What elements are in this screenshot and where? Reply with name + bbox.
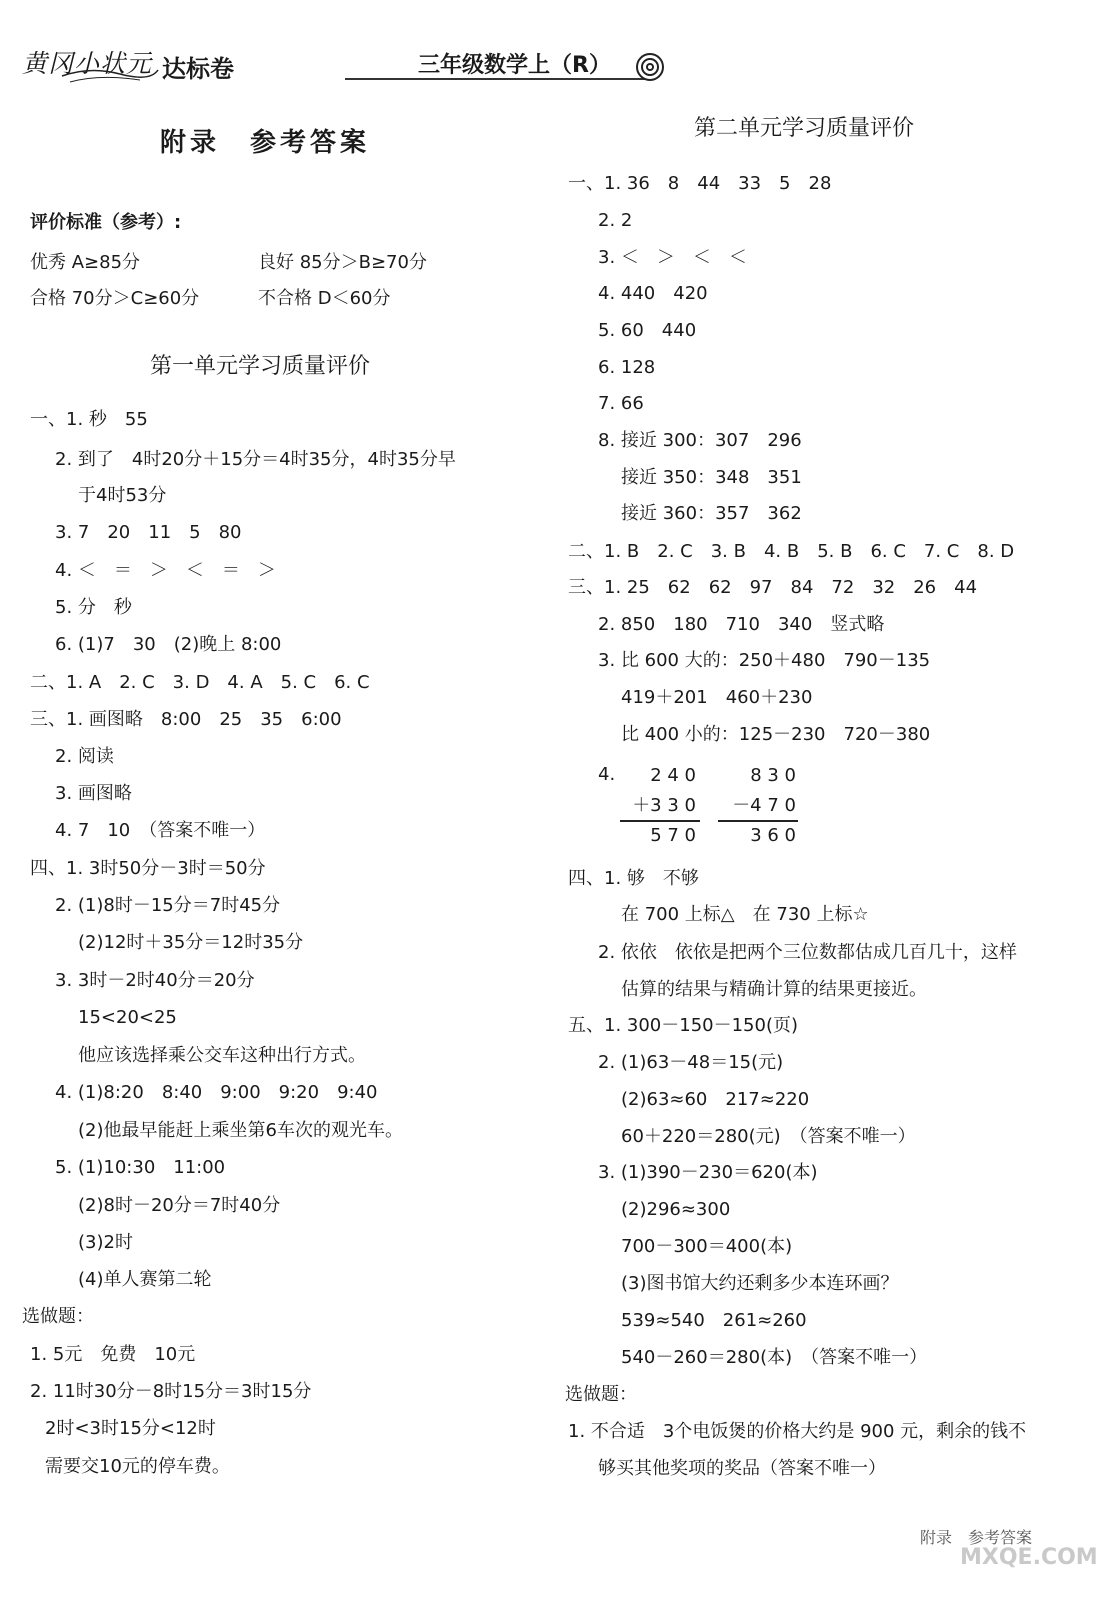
unit2-line: 二、1. B 2. C 3. B 4. B 5. B 6. C 7. C 8. D bbox=[568, 541, 1015, 562]
swirl-icon bbox=[628, 50, 668, 84]
unit1-line: 5. 分 秒 bbox=[55, 597, 132, 618]
vertical-b-op: －4 7 0 bbox=[732, 795, 796, 816]
unit1-line: 2. 到了 4时20分＋15分＝4时35分，4时35分早 bbox=[55, 449, 456, 470]
unit2-line: 1. 不合适 3个电饭煲的价格大约是 900 元，剩余的钱不 bbox=[568, 1421, 1027, 1442]
unit1-line: 三、1. 画图略 8:00 25 35 6:00 bbox=[30, 709, 342, 730]
unit2-line: 选做题： bbox=[565, 1384, 637, 1405]
unit2-line: (2)63≈60 217≈220 bbox=[621, 1089, 810, 1110]
unit2-line: 四、1. 够 不够 bbox=[568, 868, 699, 889]
vertical-b-result: 3 6 0 bbox=[750, 825, 796, 846]
unit2-line: 2. 依依 依依是把两个三位数都估成几百几十，这样 bbox=[598, 942, 1017, 963]
unit1-line: 选做题： bbox=[22, 1306, 94, 1327]
vertical-b-rule bbox=[718, 820, 798, 822]
brand-logo: 黄冈小状元 bbox=[22, 49, 153, 78]
unit2-line: 4. 440 420 bbox=[598, 283, 708, 304]
unit2-line: (2)296≈300 bbox=[621, 1199, 731, 1220]
unit2-line: 三、1. 25 62 62 97 84 72 32 26 44 bbox=[568, 577, 978, 598]
unit2-line: 2. 850 180 710 340 竖式略 bbox=[598, 614, 885, 635]
unit1-line: (2)12时＋35分＝12时35分 bbox=[78, 932, 304, 953]
unit1-line: 15<20<25 bbox=[78, 1007, 177, 1028]
header-rule bbox=[345, 78, 645, 80]
unit2-line: 3. ＜ ＞ ＜ ＜ bbox=[598, 247, 747, 268]
unit1-line: 需要交10元的停车费。 bbox=[45, 1456, 230, 1477]
unit2-line: 539≈540 261≈260 bbox=[621, 1310, 807, 1331]
unit1-line: 2. 11时30分－8时15分＝3时15分 bbox=[30, 1381, 312, 1402]
unit1-line: 2. (1)8时－15分＝7时45分 bbox=[55, 895, 281, 916]
unit2-line: 接近 360：357 362 bbox=[621, 503, 802, 524]
unit1-line: 一、1. 秒 55 bbox=[30, 409, 148, 430]
unit2-line: 3. 比 600 大的：250＋480 790－135 bbox=[598, 650, 931, 671]
unit1-line: 3. 3时－2时40分＝20分 bbox=[55, 970, 255, 991]
unit1-line: 4. ＜ ＝ ＞ ＜ ＝ ＞ bbox=[55, 560, 276, 581]
unit2-line: 2. 2 bbox=[598, 210, 633, 231]
unit1-title: 第一单元学习质量评价 bbox=[150, 354, 371, 379]
unit2-line: 3. (1)390－230＝620(本) bbox=[598, 1162, 818, 1183]
standard-heading: 评价标准（参考）: bbox=[30, 212, 182, 233]
unit2-line: 五、1. 300－150－150(页) bbox=[568, 1015, 799, 1036]
vertical-a-rule bbox=[620, 820, 700, 822]
unit1-line: 2时<3时15分<12时 bbox=[45, 1418, 216, 1439]
unit1-line: (2)他最早能赶上乘坐第6车次的观光车。 bbox=[78, 1120, 403, 1141]
unit2-line: 7. 66 bbox=[598, 393, 644, 414]
unit2-line: 8. 接近 300：307 296 bbox=[598, 430, 802, 451]
unit2-line: 4. bbox=[598, 764, 616, 785]
vertical-a-op: ＋3 3 0 bbox=[632, 795, 696, 816]
standard-b: 良好 85分＞B≥70分 bbox=[258, 252, 427, 273]
watermark: MXQE.COM bbox=[960, 1545, 1098, 1570]
vertical-b-top: 8 3 0 bbox=[750, 765, 796, 786]
unit1-line: 3. 画图略 bbox=[55, 783, 132, 804]
unit2-line: 6. 128 bbox=[598, 357, 656, 378]
unit2-line: 比 400 小的：125－230 720－380 bbox=[621, 724, 931, 745]
unit1-line: 4. 7 10 （答案不唯一） bbox=[55, 820, 266, 841]
unit1-line: 3. 7 20 11 5 80 bbox=[55, 522, 242, 543]
unit2-line: 5. 60 440 bbox=[598, 320, 697, 341]
unit2-line: 够买其他奖项的奖品（答案不唯一） bbox=[598, 1458, 886, 1479]
unit2-line: 一、1. 36 8 44 33 5 28 bbox=[568, 173, 832, 194]
unit1-line: 6. (1)7 30 (2)晚上 8:00 bbox=[55, 634, 282, 655]
unit2-line: 540－260＝280(本) （答案不唯一） bbox=[621, 1347, 928, 1368]
appendix-title: 附录 参考答案 bbox=[160, 128, 371, 158]
unit1-line: (4)单人赛第二轮 bbox=[78, 1269, 212, 1290]
unit1-line: 四、1. 3时50分－3时＝50分 bbox=[30, 858, 266, 879]
unit1-line: (2)8时－20分＝7时40分 bbox=[78, 1195, 281, 1216]
standard-c: 合格 70分＞C≥60分 bbox=[30, 288, 200, 309]
vertical-a-result: 5 7 0 bbox=[650, 825, 696, 846]
unit2-line: (3)图书馆大约还剩多少本连环画？ bbox=[621, 1273, 899, 1294]
unit1-line: 他应该选择乘公交车这种出行方式。 bbox=[78, 1045, 366, 1066]
unit2-line: 2. (1)63－48＝15(元) bbox=[598, 1052, 784, 1073]
vertical-a-top: 2 4 0 bbox=[650, 765, 696, 786]
unit1-line: 2. 阅读 bbox=[55, 746, 114, 767]
book-title: 三年级数学上（R） bbox=[418, 53, 611, 78]
unit1-line: 4. (1)8:20 8:40 9:00 9:20 9:40 bbox=[55, 1082, 378, 1103]
unit2-line: 在 700 上标△ 在 730 上标☆ bbox=[621, 904, 869, 925]
series-name: 达标卷 bbox=[162, 54, 234, 83]
unit1-line: 于4时53分 bbox=[78, 485, 167, 506]
page-footer: 附录 参考答案 bbox=[920, 1528, 1033, 1547]
brand-swash-icon bbox=[60, 62, 160, 86]
unit2-line: 60＋220＝280(元) （答案不唯一） bbox=[621, 1126, 916, 1147]
page-header bbox=[0, 0, 1113, 100]
standard-a: 优秀 A≥85分 bbox=[30, 252, 141, 273]
unit2-line: 接近 350：348 351 bbox=[621, 467, 802, 488]
unit2-line: 419＋201 460＋230 bbox=[621, 687, 813, 708]
unit2-title: 第二单元学习质量评价 bbox=[694, 116, 915, 141]
unit2-line: 700－300＝400(本) bbox=[621, 1236, 793, 1257]
unit2-line: 估算的结果与精确计算的结果更接近。 bbox=[621, 979, 927, 1000]
unit1-line: (3)2时 bbox=[78, 1232, 133, 1253]
unit1-line: 二、1. A 2. C 3. D 4. A 5. C 6. C bbox=[30, 672, 370, 693]
unit1-line: 1. 5元 免费 10元 bbox=[30, 1344, 196, 1365]
unit1-line: 5. (1)10:30 11:00 bbox=[55, 1157, 226, 1178]
standard-d: 不合格 D＜60分 bbox=[258, 288, 391, 309]
